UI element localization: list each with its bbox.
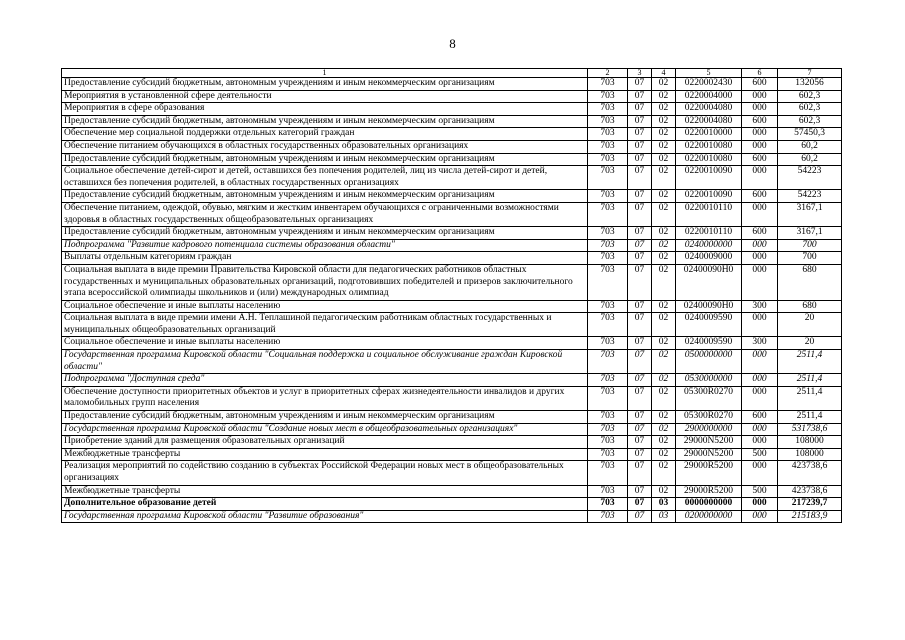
table-row — [62, 103, 842, 116]
admin-code-cell: 703 — [588, 350, 628, 374]
table-row — [62, 140, 842, 153]
expense-type-cell: 000 — [742, 239, 778, 252]
amount-cell: 2511,4 — [778, 411, 842, 424]
amount-cell: 680 — [778, 264, 842, 300]
section-cell: 07 — [628, 448, 652, 461]
subsection-cell: 02 — [652, 300, 676, 313]
amount-cell: 602,3 — [778, 115, 842, 128]
section-cell: 07 — [628, 128, 652, 141]
name-cell: Социальное обеспечение детей-сирот и детей, оставшихся без попечения родителей, лиц из числа детей-сирот и детей, оставшихся без попечения родителей, в областных государственных организациях — [62, 166, 588, 190]
amount-cell: 20 — [778, 337, 842, 350]
target-article-cell: 29000R5200 — [676, 461, 742, 485]
admin-code-cell: 703 — [588, 411, 628, 424]
amount-cell: 3167,1 — [778, 227, 842, 240]
target-article-cell: 05300R0270 — [676, 386, 742, 410]
target-article-cell: 29000R5200 — [676, 485, 742, 498]
expense-type-cell: 000 — [742, 264, 778, 300]
expense-type-cell: 600 — [742, 78, 778, 91]
name-cell: Обеспечение питанием, одеждой, обувью, мягким и жестким инвентарем обучающихся с ограниченными возможностями здоровья в областных государственных общеобразовательных организациях — [62, 202, 588, 226]
admin-code-cell: 703 — [588, 313, 628, 337]
section-cell: 07 — [628, 313, 652, 337]
section-cell: 07 — [628, 411, 652, 424]
amount-cell: 20 — [778, 313, 842, 337]
subsection-cell: 02 — [652, 153, 676, 166]
target-article-cell: 0240009000 — [676, 252, 742, 265]
budget-table — [61, 68, 842, 523]
admin-code-cell: 703 — [588, 140, 628, 153]
subsection-cell: 02 — [652, 411, 676, 424]
name-cell: Предоставление субсидий бюджетным, автономным учреждениям и иным некоммерческим организациям — [62, 190, 588, 203]
amount-cell: 217239,7 — [778, 498, 842, 511]
subsection-cell: 02 — [652, 190, 676, 203]
header-cell: 7 — [778, 69, 842, 78]
admin-code-cell: 703 — [588, 498, 628, 511]
table-row — [62, 485, 842, 498]
admin-code-cell: 703 — [588, 202, 628, 226]
table-row — [62, 386, 842, 410]
expense-type-cell: 600 — [742, 190, 778, 203]
table-row — [62, 350, 842, 374]
header-cell: 2 — [588, 69, 628, 78]
table-row — [62, 166, 842, 190]
expense-type-cell: 000 — [742, 202, 778, 226]
expense-type-cell: 000 — [742, 374, 778, 387]
expense-type-cell: 000 — [742, 350, 778, 374]
name-cell: Социальное обеспечение и иные выплаты населению — [62, 337, 588, 350]
subsection-cell: 02 — [652, 264, 676, 300]
admin-code-cell: 703 — [588, 423, 628, 436]
target-article-cell: 2900000000 — [676, 423, 742, 436]
subsection-cell: 02 — [652, 386, 676, 410]
section-cell: 07 — [628, 436, 652, 449]
name-cell: Межбюджетные трансферты — [62, 448, 588, 461]
admin-code-cell: 703 — [588, 264, 628, 300]
table-row — [62, 411, 842, 424]
admin-code-cell: 703 — [588, 252, 628, 265]
expense-type-cell: 300 — [742, 337, 778, 350]
table-row — [62, 78, 842, 91]
section-cell: 07 — [628, 498, 652, 511]
expense-type-cell: 000 — [742, 90, 778, 103]
amount-cell: 60,2 — [778, 140, 842, 153]
name-cell: Социальная выплата в виде премии Правительства Кировской области для педагогических работников областных государственных и муниципальных образовательных организаций, подготовивших победителей и призеров заключительного этапа всероссийской олимпиады школьников и (или) международных олимпиад — [62, 264, 588, 300]
table-row — [62, 313, 842, 337]
target-article-cell: 0240009590 — [676, 313, 742, 337]
amount-cell: 54223 — [778, 166, 842, 190]
admin-code-cell: 703 — [588, 239, 628, 252]
expense-type-cell: 500 — [742, 448, 778, 461]
subsection-cell: 02 — [652, 423, 676, 436]
header-cell: 4 — [652, 69, 676, 78]
subsection-cell: 02 — [652, 128, 676, 141]
section-cell: 07 — [628, 423, 652, 436]
expense-type-cell: 600 — [742, 153, 778, 166]
amount-cell: 2511,4 — [778, 386, 842, 410]
name-cell: Обеспечение мер социальной поддержки отдельных категорий граждан — [62, 128, 588, 141]
name-cell: Межбюджетные трансферты — [62, 485, 588, 498]
table-row — [62, 436, 842, 449]
amount-cell: 2511,4 — [778, 350, 842, 374]
expense-type-cell: 600 — [742, 115, 778, 128]
table-row — [62, 128, 842, 141]
amount-cell: 531738,6 — [778, 423, 842, 436]
admin-code-cell: 703 — [588, 300, 628, 313]
amount-cell: 700 — [778, 252, 842, 265]
name-cell: Предоставление субсидий бюджетным, автономным учреждениям и иным некоммерческим организациям — [62, 153, 588, 166]
name-cell: Подпрограмма "Развитие кадрового потенциала системы образования области" — [62, 239, 588, 252]
target-article-cell: 29000N5200 — [676, 448, 742, 461]
amount-cell: 132056 — [778, 78, 842, 91]
subsection-cell: 02 — [652, 350, 676, 374]
table-row — [62, 202, 842, 226]
expense-type-cell: 000 — [742, 140, 778, 153]
name-cell: Приобретение зданий для размещения образовательных организаций — [62, 436, 588, 449]
table-row — [62, 264, 842, 300]
target-article-cell: 0220010080 — [676, 140, 742, 153]
section-cell: 07 — [628, 115, 652, 128]
section-cell: 07 — [628, 252, 652, 265]
admin-code-cell: 703 — [588, 448, 628, 461]
name-cell: Социальное обеспечение и иные выплаты населению — [62, 300, 588, 313]
name-cell: Социальная выплата в виде премии имени А.Н. Теплашиной педагогическим работникам областных государственных и муниципальных общеобразовательных организаций — [62, 313, 588, 337]
expense-type-cell: 000 — [742, 386, 778, 410]
header-cell: 3 — [628, 69, 652, 78]
target-article-cell: 0220010090 — [676, 166, 742, 190]
admin-code-cell: 703 — [588, 115, 628, 128]
section-cell: 07 — [628, 78, 652, 91]
admin-code-cell: 703 — [588, 510, 628, 523]
amount-cell: 3167,1 — [778, 202, 842, 226]
target-article-cell: 02400090Н0 — [676, 264, 742, 300]
subsection-cell: 02 — [652, 374, 676, 387]
admin-code-cell: 703 — [588, 90, 628, 103]
table-row — [62, 423, 842, 436]
target-article-cell: 0220004080 — [676, 103, 742, 116]
subsection-cell: 02 — [652, 115, 676, 128]
name-cell: Мероприятия в сфере образования — [62, 103, 588, 116]
amount-cell: 423738,6 — [778, 461, 842, 485]
expense-type-cell: 000 — [742, 461, 778, 485]
admin-code-cell: 703 — [588, 103, 628, 116]
table-row — [62, 448, 842, 461]
amount-cell: 2511,4 — [778, 374, 842, 387]
section-cell: 07 — [628, 350, 652, 374]
expense-type-cell: 600 — [742, 227, 778, 240]
header-cell: 6 — [742, 69, 778, 78]
subsection-cell: 02 — [652, 103, 676, 116]
name-cell: Подпрограмма "Доступная среда" — [62, 374, 588, 387]
target-article-cell: 0220010000 — [676, 128, 742, 141]
target-article-cell: 0220010080 — [676, 153, 742, 166]
target-article-cell: 0220004000 — [676, 90, 742, 103]
subsection-cell: 02 — [652, 239, 676, 252]
expense-type-cell: 000 — [742, 498, 778, 511]
table-row — [62, 498, 842, 511]
amount-cell: 54223 — [778, 190, 842, 203]
table-header-row — [62, 69, 842, 78]
subsection-cell: 02 — [652, 90, 676, 103]
subsection-cell: 02 — [652, 166, 676, 190]
budget-table-body — [62, 69, 842, 523]
section-cell: 07 — [628, 485, 652, 498]
subsection-cell: 02 — [652, 485, 676, 498]
section-cell: 07 — [628, 90, 652, 103]
target-article-cell: 0000000000 — [676, 498, 742, 511]
amount-cell: 60,2 — [778, 153, 842, 166]
admin-code-cell: 703 — [588, 190, 628, 203]
amount-cell: 680 — [778, 300, 842, 313]
expense-type-cell: 500 — [742, 485, 778, 498]
target-article-cell: 0500000000 — [676, 350, 742, 374]
expense-type-cell: 000 — [742, 313, 778, 337]
table-row — [62, 510, 842, 523]
table-row — [62, 374, 842, 387]
expense-type-cell: 000 — [742, 423, 778, 436]
expense-type-cell: 000 — [742, 252, 778, 265]
target-article-cell: 0200000000 — [676, 510, 742, 523]
admin-code-cell: 703 — [588, 436, 628, 449]
admin-code-cell: 703 — [588, 337, 628, 350]
header-cell: 1 — [62, 69, 588, 78]
amount-cell: 215183,9 — [778, 510, 842, 523]
section-cell: 07 — [628, 202, 652, 226]
name-cell: Обеспечение питанием обучающихся в областных государственных образовательных организациях — [62, 140, 588, 153]
expense-type-cell: 000 — [742, 103, 778, 116]
subsection-cell: 02 — [652, 252, 676, 265]
table-row — [62, 190, 842, 203]
target-article-cell: 0220004080 — [676, 115, 742, 128]
section-cell: 07 — [628, 337, 652, 350]
expense-type-cell: 000 — [742, 510, 778, 523]
admin-code-cell: 703 — [588, 166, 628, 190]
admin-code-cell: 703 — [588, 227, 628, 240]
section-cell: 07 — [628, 264, 652, 300]
target-article-cell: 05300R0270 — [676, 411, 742, 424]
target-article-cell: 0240009590 — [676, 337, 742, 350]
table-row — [62, 153, 842, 166]
subsection-cell: 02 — [652, 140, 676, 153]
name-cell: Предоставление субсидий бюджетным, автономным учреждениям и иным некоммерческим организациям — [62, 227, 588, 240]
target-article-cell: 29000N5200 — [676, 436, 742, 449]
name-cell: Реализация мероприятий по содействию созданию в субъектах Российской Федерации новых мест в общеобразовательных организациях — [62, 461, 588, 485]
amount-cell: 423738,6 — [778, 485, 842, 498]
target-article-cell: 02400090Н0 — [676, 300, 742, 313]
name-cell: Предоставление субсидий бюджетным, автономным учреждениям и иным некоммерческим организациям — [62, 411, 588, 424]
amount-cell: 602,3 — [778, 103, 842, 116]
name-cell: Дополнительное образование детей — [62, 498, 588, 511]
admin-code-cell: 703 — [588, 374, 628, 387]
section-cell: 07 — [628, 153, 652, 166]
name-cell: Выплаты отдельным категориям граждан — [62, 252, 588, 265]
table-row — [62, 227, 842, 240]
section-cell: 07 — [628, 190, 652, 203]
subsection-cell: 02 — [652, 461, 676, 485]
amount-cell: 57450,3 — [778, 128, 842, 141]
admin-code-cell: 703 — [588, 128, 628, 141]
expense-type-cell: 300 — [742, 300, 778, 313]
amount-cell: 108000 — [778, 448, 842, 461]
section-cell: 07 — [628, 140, 652, 153]
subsection-cell: 03 — [652, 498, 676, 511]
expense-type-cell: 600 — [742, 411, 778, 424]
table-row — [62, 461, 842, 485]
header-cell: 5 — [676, 69, 742, 78]
name-cell: Государственная программа Кировской области "Развитие образования" — [62, 510, 588, 523]
target-article-cell: 0240000000 — [676, 239, 742, 252]
section-cell: 07 — [628, 510, 652, 523]
expense-type-cell: 000 — [742, 436, 778, 449]
subsection-cell: 03 — [652, 510, 676, 523]
table-row — [62, 115, 842, 128]
section-cell: 07 — [628, 239, 652, 252]
table-row — [62, 300, 842, 313]
section-cell: 07 — [628, 300, 652, 313]
subsection-cell: 02 — [652, 337, 676, 350]
expense-type-cell: 000 — [742, 128, 778, 141]
admin-code-cell: 703 — [588, 485, 628, 498]
admin-code-cell: 703 — [588, 461, 628, 485]
name-cell: Обеспечение доступности приоритетных объектов и услуг в приоритетных сферах жизнедеятельности инвалидов и других маломобильных групп населения — [62, 386, 588, 410]
section-cell: 07 — [628, 386, 652, 410]
subsection-cell: 02 — [652, 227, 676, 240]
table-row — [62, 337, 842, 350]
target-article-cell: 0530000000 — [676, 374, 742, 387]
subsection-cell: 02 — [652, 436, 676, 449]
admin-code-cell: 703 — [588, 153, 628, 166]
table-row — [62, 90, 842, 103]
admin-code-cell: 703 — [588, 78, 628, 91]
target-article-cell: 0220010110 — [676, 202, 742, 226]
name-cell: Мероприятия в установленной сфере деятельности — [62, 90, 588, 103]
subsection-cell: 02 — [652, 78, 676, 91]
name-cell: Предоставление субсидий бюджетным, автономным учреждениям и иным некоммерческим организациям — [62, 78, 588, 91]
expense-type-cell: 000 — [742, 166, 778, 190]
target-article-cell: 0220010090 — [676, 190, 742, 203]
amount-cell: 700 — [778, 239, 842, 252]
section-cell: 07 — [628, 461, 652, 485]
target-article-cell: 0220010110 — [676, 227, 742, 240]
table-row — [62, 252, 842, 265]
section-cell: 07 — [628, 374, 652, 387]
page-number: 8 — [449, 36, 456, 51]
section-cell: 07 — [628, 103, 652, 116]
amount-cell: 108000 — [778, 436, 842, 449]
table-row — [62, 239, 842, 252]
amount-cell: 602,3 — [778, 90, 842, 103]
section-cell: 07 — [628, 227, 652, 240]
name-cell: Государственная программа Кировской области "Создание новых мест в общеобразовательных организациях" — [62, 423, 588, 436]
name-cell: Предоставление субсидий бюджетным, автономным учреждениям и иным некоммерческим организациям — [62, 115, 588, 128]
section-cell: 07 — [628, 166, 652, 190]
subsection-cell: 02 — [652, 313, 676, 337]
target-article-cell: 0220002430 — [676, 78, 742, 91]
admin-code-cell: 703 — [588, 386, 628, 410]
subsection-cell: 02 — [652, 448, 676, 461]
name-cell: Государственная программа Кировской области "Социальная поддержка и социальное обслуживание граждан Кировской области" — [62, 350, 588, 374]
subsection-cell: 02 — [652, 202, 676, 226]
